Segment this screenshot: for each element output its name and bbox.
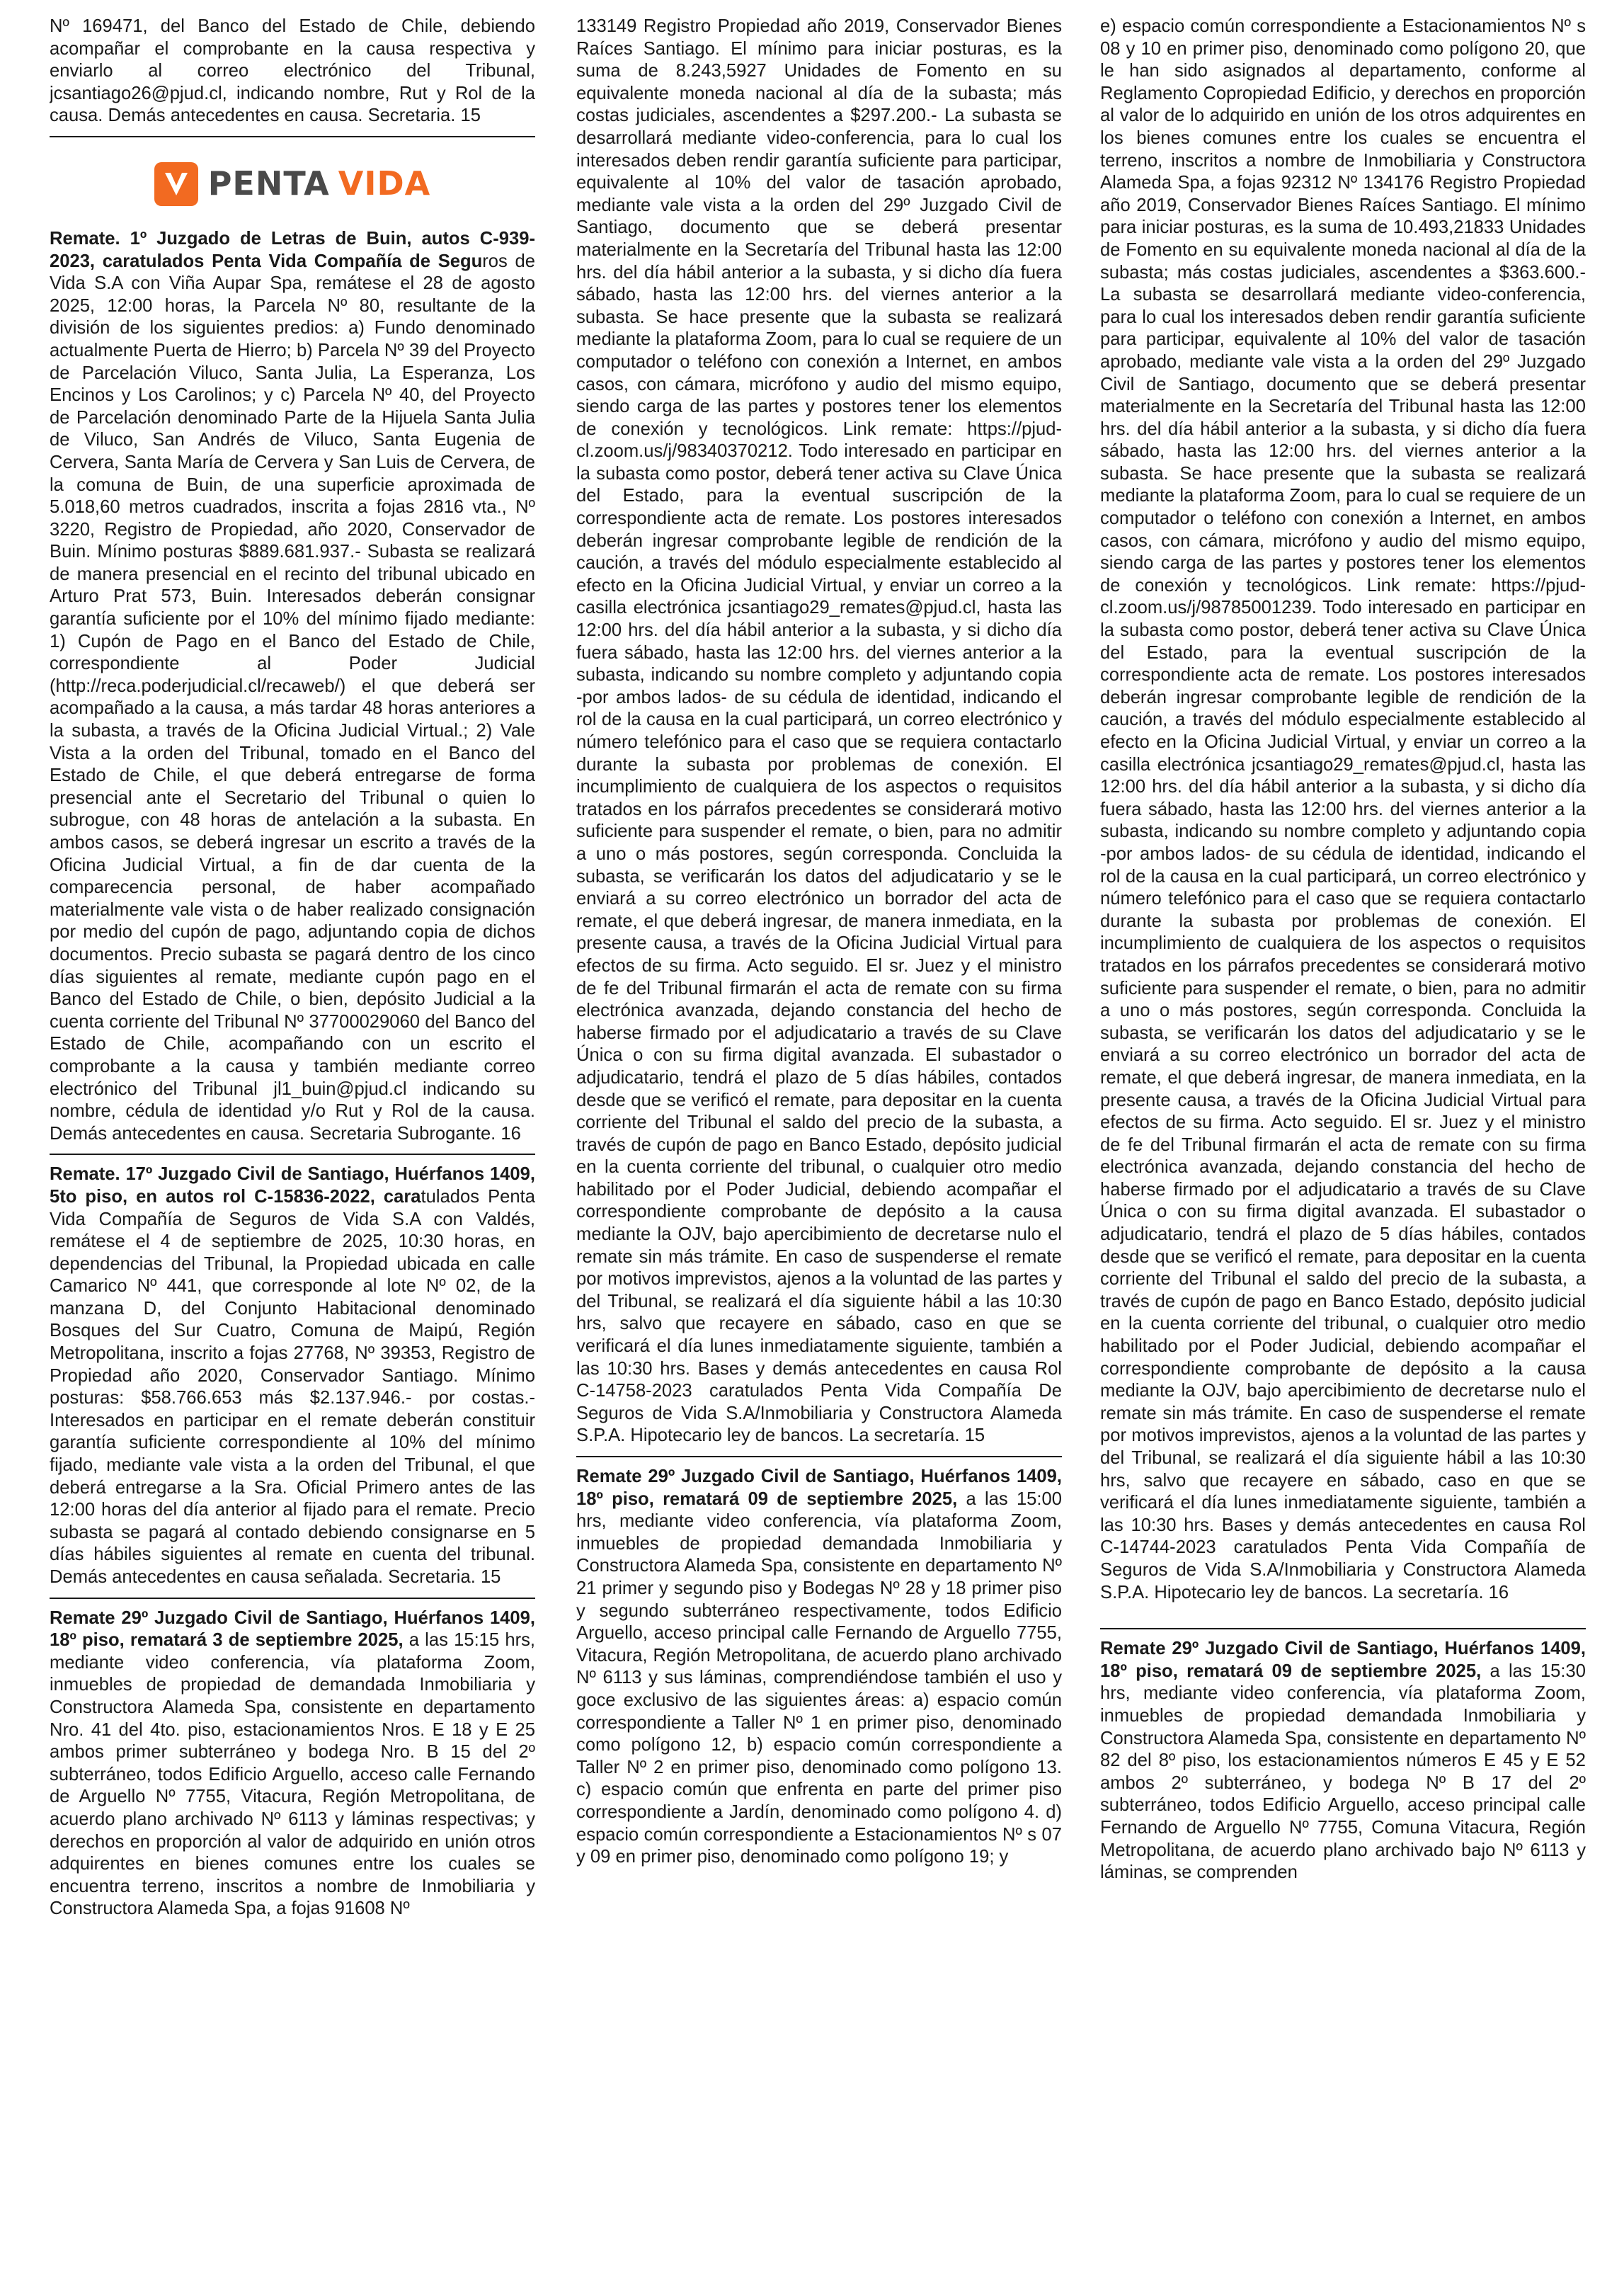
notice-heading: Remate. 17º Juzgado Civil de Santiago, Huérfanos 1409, 5to piso, en autos rol C-15836-2022, cara <box>50 1164 535 1207</box>
notice-continuation: 133149 Registro Propiedad año 2019, Conservador Bienes Raíces Santiago. El mínimo para iniciar posturas, es la suma de 8.243,5927 Unidades de Fomento en su equivalente moneda nacional al día de la subasta; más costas judiciales, ascendentes a $297.200.- La subasta se desarrollará mediante video-conferencia, para lo cual los interesados deben rendir garantía suficiente para participar, equivalente al 10% del valor de tasación aprobado, mediante vale vista a la orden del 29º Juzgado Civil de Santiago, documento que se deberá presentar materialmente en la Secretaría del Tribunal hasta las 12:00 hrs. del día hábil anterior a la subasta, y si dicho día fuera sábado, hasta las 12:00 hrs. del viernes anterior a la subasta. Se hace presente que la subasta se realizará mediante la plataforma Zoom, para lo cual se requiere de un computador o teléfono con conexión a Internet, en ambos casos, con cámara, micrófono y audio del mismo equipo, siendo carga de las partes y postores tener los elementos de conexión y tecnológicos. Link remate: https://pjud-cl.zoom.us/j/98340370212. Todo interesado en participar en la subasta como postor, deberá tener activa su Clave Única del Estado, para la eventual suscripción de la correspondiente acta de remate. Los postores interesados deberán ingresar comprobante legible de rendición de la caución, a través del módulo especialmente establecido al efecto en la Oficina Judicial Virtual, y enviar un correo a la casilla electrónica jcsantiago29_remates@pjud.cl, hasta las 12:00 hrs. del día hábil anterior a la subasta, y si dicho día fuera sábado, hasta las 12:00 hrs. del viernes anterior a la subasta, indicando su nombre completo y adjuntando copia -por ambos lados- de su cédula de identidad, indicando el rol de la causa en la cual participará, un correo electrónico y número telefónico para el caso que se requiera contactarlo durante la subasta por problemas de conexión. El incumplimiento de cualquiera de los aspectos o requisitos tratados en los párrafos precedentes se considerará motivo suficiente para suspender el remate, o bien, para no admitir a uno o más postores, según corresponda. Concluida la subasta, se verificarán los datos del adjudicatario y se le enviará a su correo electrónico un borrador del acta de remate, el que deberá ingresar, de manera inmediata, en la presente causa, a través de la Oficina Judicial Virtual para efectos de su firma. Acto seguido. El sr. Juez y el ministro de fe del Tribunal firmarán el acta de remate con su firma electrónica avanzada, dejando constancia del hecho de haberse firmado por el adjudicatario a través de su Clave Única o con su firma digital avanzada. El subastador o adjudicatario, tendrá el plazo de 5 días hábiles, contados desde que se verificó el remate, para depositar en la cuenta corriente del Tribunal el saldo del precio de la subasta, a través de cupón de pago en Banco Estado, depósito judicial en la cuenta corriente del tribunal, o cualquier otro medio habilitado por el Poder Judicial, debiendo acompañar el correspondiente comprobante de depósito a la causa mediante la OJV, bajo apercibimiento de decretarse nulo el remate sin más trámite. En caso de suspenderse el remate por motivos imprevistos, ajenos a la voluntad de las partes y del Tribunal, se realizará el día siguiente hábil a las 10:30 hrs, salvo que recayere en sábado, caso en que se verificará el día lunes inmediatamente siguiente, también a las 10:30 hrs. Bases y demás antecedentes en causa Rol C-14758-2023 caratulados Penta Vida Compañía De Seguros de Vida S.A/Inmobiliaria y Constructora Alameda S.P.A. Hipotecario ley de bancos. La secretaría. 15 <box>576 16 1062 1446</box>
notice-heading: Remate. 1º Juzgado de Letras de Buin, autos C-939-2023, caratulados Penta Vida Compañía de Segu <box>50 228 535 271</box>
divider <box>50 1598 535 1599</box>
notice-body: tulados Penta Vida Compañía de Seguros de Vida S.A con Valdés, remátese el 4 de septiembre de 2025, 10:30 horas, en dependencias del Tribunal, la Propiedad ubicada en calle Camarico Nº 441, que corresponde al lote Nº 02, de la manzana D, del Conjunto Habitacional denominado Bosques del Sur Cuatro, Comuna de Maipú, Región Metropolitana, inscrito a fojas 27768, Nº 39353, Registro de Propiedad año 2020, Conservador Santiago. Mínimo posturas: $58.766.653 más $2.137.946.- por costas.- Interesados en participar en el remate deberán constituir garantía suficiente correspondiente al 10% del mínimo fijado, mediante vale vista a la orden del Tribunal, el que deberá entregarse a la Sra. Oficial Primero antes de las 12:00 horas del día anterior al fijado para el remate. Precio subasta se pagará al contado debiendo consignarse en 5 días hábiles siguientes al remate en cuenta del tribunal. Demás antecedentes en causa señalada. Secretaria. 15 <box>50 1186 535 1587</box>
penta-vida-v-icon <box>154 162 198 206</box>
notice-body: a las 15:15 hrs, mediante video conferencia, vía plataforma Zoom, inmuebles de propiedad de demandada Inmobiliaria y Constructora Alameda Spa, consistente en departamento Nro. 41 del 4to. piso, estacionamientos Nros. E 18 y E 25 ambos primer subterráneo y bodega Nro. B 15 del 2º subterráneo, todos Edificio Arguello, acceso calle Fernando de Arguello Nº 7755, Vitacura, Región Metropolitana, de acuerdo plano archivado Nº 6113 y láminas respectivas; y derechos en proporción al valor de adquirido en unión otros adquirentes en bienes comunes entre los cuales se encuentra terreno, inscritos a nombre de Inmobiliaria y Constructora Alameda Spa, a fojas 91608 Nº <box>50 1630 535 1919</box>
column-3 <box>1100 16 1586 1884</box>
divider <box>50 136 535 137</box>
notice-heading: Remate 29º Juzgado Civil de Santiago, Huérfanos 1409, 18º piso, rematará 09 de septiembre 2025, <box>1100 1639 1586 1681</box>
notice-body: ros de Vida S.A con Viña Aupar Spa, remátese el 28 de agosto 2025, 12:00 horas, la Parcela Nº 80, resultante de la división de los siguientes predios: a) Fundo denominado actualmente Puerta de Hierro; b) Parcela Nº 39 del Proyecto de Parcelación Viluco, Santa Julia, La Esperanza, Los Encinos y Los Carolinos; y c) Parcela Nº 40, del Proyecto de Parcelación denominado Parte de la Hijuela Santa Julia de Viluco, San Andrés de Viluco, Santa Eugenia de Cervera, Santa María de Cervera y San Luis de Cervera, de la comuna de Buin, de una superficie aproximada de 5.018,60 metros cuadrados, inscrita a fojas 2816 vta., Nº 3220, Registro de Propiedad, año 2020, Conservador de Buin. Mínimo posturas $889.681.937.- Subasta se realizará de manera presencial en el recinto del tribunal ubicado en Arturo Prat 573, Buin. Interesados deberán consignar garantía suficiente por el 10% del mínimo fijado mediante: 1) Cupón de Pago en el Banco del Estado de Chile, correspondiente al Poder Judicial (http://reca.poderjudicial.cl/recaweb/) el que deberá ser acompañado a la causa, a más tardar 48 horas anteriores a la subasta, a través de la Oficina Judicial Virtual.; 2) Vale Vista a la orden del Tribunal, tomado en el Banco del Estado de Chile, el que deberá entregarse de forma presencial ante el Secretario del Tribunal o quien lo subrogue, con 48 horas de antelación a la subasta. En ambos casos, se deberá ingresar un escrito a través de la Oficina Judicial Virtual, a fin de dar cuenta de la comparecencia personal, de haber acompañado materialmente vale vista o de haber realizado consignación por medio del cupón de pago, adjuntando copia de dichos documentos. Precio subasta se pagará dentro de los cinco días siguientes al remate, mediante cupón pago en el Banco del Estado de Chile, o bien, depósito Judicial a la cuenta corriente del Tribunal Nº 37700029060 del Banco del Estado de Chile, acompañando con un escrito el comprobante a la causa y también mediante correo electrónico del Tribunal jl1_buin@pjud.cl indicando su nombre, cédula de identidad y/o Rut y Rol de la causa. Demás antecedentes en causa. Secretaria Subrogante. 16 <box>50 251 535 1144</box>
notice-remate-29-juzgado-sept9-a <box>576 1466 1062 1869</box>
notice-continuation: Nº 169471, del Banco del Estado de Chile, debiendo acompañar el comprobante en la causa respectiva y enviarlo al correo electrónico del Tribunal, jcsantiago26@pjud.cl, indicando nombre, Rut y Rol de la causa. Demás antecedentes en causa. Secretaria. 15 <box>50 16 535 126</box>
notice-remate-17-juzgado <box>50 1163 535 1588</box>
notice-heading: Remate 29º Juzgado Civil de Santiago, Huérfanos 1409, 18º piso, rematará 3 de septiembre 2025, <box>50 1607 535 1651</box>
notice-remate-29-juzgado-sept9-b <box>1100 1638 1586 1884</box>
divider <box>1100 1628 1586 1629</box>
penta-vida-logo <box>50 150 535 218</box>
notice-continuation: e) espacio común correspondiente a Estacionamientos Nº s 08 y 10 en primer piso, denominado como polígono 20, que le han sido asignados al departamento, conforme al Reglamento Copropiedad Edificio, y derechos en proporción al valor de lo adquirido en unión de los otros adquirentes en los bienes comunes entre los cuales se encuentra el terreno, inscritos a nombre de Inmobiliaria y Constructora Alameda Spa, a fojas 92312 Nº 134176 Registro Propiedad año 2019, Conservador Bienes Raíces Santiago. El mínimo para iniciar posturas, es la suma de 10.493,21833 Unidades de Fomento en su equivalente moneda nacional al día de la subasta; más costas judiciales, ascendentes a $363.600.- La subasta se desarrollará mediante video-conferencia, para lo cual los interesados deben rendir garantía suficiente para participar, equivalente al 10% del valor de tasación aprobado, mediante vale vista a la orden del 29º Juzgado Civil de Santiago, documento que se deberá presentar materialmente en la Secretaría del Tribunal hasta las 12:00 hrs. del día hábil anterior a la subasta, y si dicho día fuera sábado, hasta las 12:00 hrs. del viernes anterior a la subasta. Se hace presente que la subasta se realizará mediante la plataforma Zoom, para lo cual se requiere de un computador o teléfono con conexión a Internet, en ambos casos, con cámara, micrófono y audio del mismo equipo, siendo carga de las partes y postores tener los elementos de conexión y tecnológicos. Link remate: https://pjud-cl.zoom.us/j/98785001239. Todo interesado en participar en la subasta como postor, deberá tener activa su Clave Única del Estado, para la eventual suscripción de la correspondiente acta de remate. Los postores interesados deberán ingresar comprobante legible de rendición de la caución, a través del módulo especialmente establecido al efecto en la Oficina Judicial Virtual, y enviar un correo a la casilla electrónica jcsantiago29_remates@pjud.cl, hasta las 12:00 hrs. del día hábil anterior a la subasta, y si dicho día fuera sábado, hasta las 12:00 hrs. del viernes anterior a la subasta, indicando su nombre completo y adjuntando copia -por ambos lados- de su cédula de identidad, indicando el rol de la causa en la cual participará, un correo electrónico y número telefónico para el caso que se requiera contactarlo durante la subasta por problemas de conexión. El incumplimiento de cualquiera de los aspectos o requisitos tratados en los párrafos precedentes se considerará motivo suficiente para suspender el remate, o bien, para no admitir a uno o más postores, según corresponda. Concluida la subasta, se verificarán los datos del adjudicatario y se le enviará a su correo electrónico un borrador del acta de remate, el que deberá ingresar, de manera inmediata, en la presente causa, a través de la Oficina Judicial Virtual para efectos de su firma. Acto seguido. El sr. Juez y el ministro de fe del Tribunal firmarán el acta de remate con su firma electrónica avanzada, dejando constancia del hecho de haberse firmado por el adjudicatario a través de su Clave Única o con su firma digital avanzada. El subastador o adjudicatario, tendrá el plazo de 5 días hábiles, contados desde que se verificó el remate, para depositar en la cuenta corriente del Tribunal el saldo del precio de la subasta, a través de cupón de pago en Banco Estado, depósito judicial en la cuenta corriente del tribunal, o cualquier otro medio habilitado por el Poder Judicial, debiendo acompañar el correspondiente comprobante de depósito a la causa mediante la OJV, bajo apercibimiento de decretarse nulo el remate sin más trámite. En caso de suspenderse el remate por motivos imprevistos, ajenos a la voluntad de las partes y del Tribunal, se realizará el día siguiente hábil a las 10:30 hrs, salvo que recayere en sábado, caso en que se verificará el día lunes inmediatamente siguiente, también a las 10:30 hrs. Bases y demás antecedentes en causa Rol C-14744-2023 caratulados Penta Vida Compañía de Seguros de Vida S.A/Inmobiliaria y Constructora Alameda S.P.A. Hipotecario ley de bancos. La secretaría. 16 <box>1100 16 1586 1602</box>
column-1 <box>50 16 535 1920</box>
logo-word-penta: PENTA <box>207 164 330 203</box>
column-2 <box>576 16 1062 1869</box>
notice-body: a las 15:00 hrs, mediante video conferencia, vía plataforma Zoom, inmuebles de propiedad demandada Inmobiliaria y Constructora Alameda Spa, consistente en departamento Nº 21 primer y segundo piso y Bodegas Nº 28 y 18 primer piso y segundo subterráneo respectivamente, todos Edificio Arguello, acceso principal calle Fernando de Arguello 7755, Vitacura, Región Metropolitana, de acuerdo plano archivado Nº 6113 y sus láminas, comprendiéndose también el uso y goce exclusivo de las siguientes áreas: a) espacio común correspondiente a Taller Nº 1 en primer piso, denominado como polígono 12, b) espacio común correspondiente a Taller Nº 2 en primer piso, denominado como polígono 13. c) espacio común que enfrenta en parte del primer piso correspondiente a Jardín, denominado como polígono 4. d) espacio común correspondiente a Estacionamientos Nº s 07 y 09 en primer piso, denominado como polígono 19; y <box>576 1488 1062 1867</box>
notice-remate-buin <box>50 228 535 1145</box>
notice-heading: Remate 29º Juzgado Civil de Santiago, Huérfanos 1409, 18º piso, rematará 09 de septiembre 2025, <box>576 1467 1062 1509</box>
notice-body: a las 15:30 hrs, mediante video conferencia, vía plataforma Zoom, inmuebles de propiedad demandada Inmobiliaria y Constructora Alameda Spa, consistente en departamento Nº 82 del 8º piso, los estacionamientos números E 45 y E 52 ambos 2º subterráneo, y bodega Nº B 17 del 2º subterráneo, todos Edificio Arguello, acceso principal calle Fernando de Arguello Nº 7755, Comuna Vitacura, Región Metropolitana, de acuerdo plano archivado bajo Nº 6113 y láminas, se comprenden <box>1100 1661 1586 1883</box>
logo-word-vida: VIDA <box>338 164 431 203</box>
notice-remate-29-juzgado-sept3 <box>50 1607 535 1920</box>
v-mark-icon <box>161 169 192 200</box>
divider <box>50 1154 535 1155</box>
divider <box>576 1456 1062 1457</box>
